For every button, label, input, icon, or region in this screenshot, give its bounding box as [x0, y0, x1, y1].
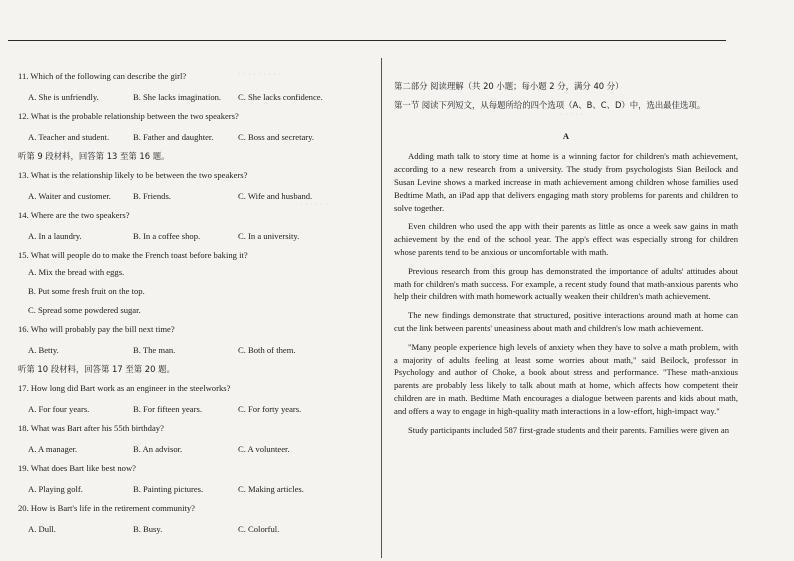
- option-a: A. Waiter and customer.: [28, 191, 111, 201]
- option-c: C. Spread some powdered sugar.: [28, 305, 141, 315]
- option-c: C. Wife and husband.: [238, 191, 313, 201]
- option-c: C. Making articles.: [238, 484, 304, 494]
- option-c: C. Colorful.: [238, 524, 280, 534]
- question-14: 14. Where are the two speakers?: [18, 210, 130, 220]
- option-a: A. For four years.: [28, 404, 90, 414]
- option-a: A. Mix the bread with eggs.: [28, 267, 125, 277]
- option-c: C. For forty years.: [238, 404, 302, 414]
- question-13: 13. What is the relationship likely to be between the two speakers?: [18, 170, 248, 180]
- option-b: B. For fifteen years.: [133, 404, 202, 414]
- options-16: [28, 344, 373, 357]
- passage-paragraph-6: Study participants included 587 first-grade students and their parents. Families were given an: [408, 424, 729, 435]
- option-a: A. In a laundry.: [28, 231, 82, 241]
- option-a: A. Playing golf.: [28, 484, 83, 494]
- listening-questions: [18, 70, 373, 542]
- bleed-through-text: · · · · ·: [560, 110, 583, 119]
- options-13: [28, 190, 373, 203]
- question-18: 18. What was Bart after his 55th birthday?: [18, 423, 164, 433]
- passage-paragraph-2: Even children who used the app with their parents as little as once a week saw gains in math achievement by the end of the school year. The app's effect was especially strong for children whose parents tend to be anxious or uncomfortable with math.: [394, 221, 738, 257]
- options-19: [28, 483, 373, 496]
- listening-cue-9: 听第 9 段材料，回答第 13 至第 16 题。: [18, 151, 170, 161]
- question-12: 12. What is the probable relationship between the two speakers?: [18, 111, 239, 121]
- passage-paragraph-5: "Many people experience high levels of anxiety when they have to solve a math problem, with a majority of adults feeling at least some worries about math," said Beilock, professor in Psychology and author of Choke, a book about stress and performance. "These math-anxious parents are probably less likely to talk about math at home, which affects how competent their children are in math. Bedtime Math encourages a dialogue between parents and kids about math, and offers a way to engage in high-quality math interactions in a low-effort, high-impact way.": [394, 341, 738, 416]
- options-14: [28, 230, 373, 243]
- option-a: A. A manager.: [28, 444, 78, 454]
- options-20: [28, 523, 373, 536]
- section-instructions: 第一节 阅读下列短文，从每题所给的四个选项（A、B、C、D）中，选出最佳选项。: [394, 99, 706, 110]
- column-divider: [381, 58, 382, 558]
- question-17: 17. How long did Bart work as an engineer in the steelworks?: [18, 383, 231, 393]
- option-c: C. She lacks confidence.: [238, 92, 323, 102]
- option-b: B. Friends.: [133, 191, 171, 201]
- option-c: C. Both of them.: [238, 345, 296, 355]
- reading-section: [394, 80, 738, 441]
- question-20: 20. How is Bart's life in the retirement community?: [18, 503, 195, 513]
- option-b: B. She lacks imagination.: [133, 92, 222, 102]
- option-b: B. Painting pictures.: [133, 484, 204, 494]
- option-b: B. The man.: [133, 345, 176, 355]
- passage-paragraph-1: Adding math talk to story time at home is a winning factor for children's math achievement, according to a new research from a university. The study from psychologists Sian Beilock and Susan Levine shows a marked increase in math achievement among children whose families used Bedtime Math, an iPad app that delivers engaging math story problems for parents and children to solve together.: [394, 151, 738, 213]
- option-b: B. Put some fresh fruit on the top.: [28, 286, 145, 296]
- option-b: B. An advisor.: [133, 444, 183, 454]
- options-18: [28, 443, 373, 456]
- option-c: C. Boss and secretary.: [238, 132, 315, 142]
- question-11: 11. Which of the following can describe the girl?: [18, 71, 187, 81]
- passage-letter: A: [562, 130, 570, 141]
- option-b: B. In a coffee shop.: [133, 231, 201, 241]
- option-a: A. Dull.: [28, 524, 56, 534]
- part-heading: 第二部分 阅读理解（共 20 小题；每小题 2 分，满分 40 分）: [394, 81, 624, 91]
- bleed-through-text: · · · · · ·: [300, 200, 328, 209]
- option-a: A. Teacher and student.: [28, 132, 110, 142]
- option-b: B. Father and daughter.: [133, 132, 214, 142]
- options-12: [28, 131, 373, 144]
- listening-cue-10: 听第 10 段材料，回答第 17 至第 20 题。: [18, 364, 175, 374]
- option-b: B. Busy.: [133, 524, 163, 534]
- bleed-through-text: · · · · · · · · ·: [238, 70, 282, 79]
- option-a: A. She is unfriendly.: [28, 92, 99, 102]
- passage-paragraph-4: The new findings demonstrate that structured, positive interactions around math at home can cut the link between parents' uneasiness about math and children's low math achievement.: [394, 310, 738, 333]
- question-15: 15. What will people do to make the French toast before baking it?: [18, 250, 248, 260]
- question-16: 16. Who will probably pay the bill next time?: [18, 324, 175, 334]
- option-a: A. Betty.: [28, 345, 59, 355]
- options-17: [28, 403, 373, 416]
- options-11: [28, 91, 373, 104]
- option-c: C. In a university.: [238, 231, 300, 241]
- passage-paragraph-3: Previous research from this group has demonstrated the importance of adults' attitudes about math for children's math success. For example, a recent study found that math-anxious parents who help their children with math homework actually weaken their children's math achievement.: [394, 265, 738, 302]
- options-15: [28, 266, 373, 317]
- top-rule: [8, 40, 726, 41]
- option-c: C. A volunteer.: [238, 444, 290, 454]
- question-19: 19. What does Bart like best now?: [18, 463, 136, 473]
